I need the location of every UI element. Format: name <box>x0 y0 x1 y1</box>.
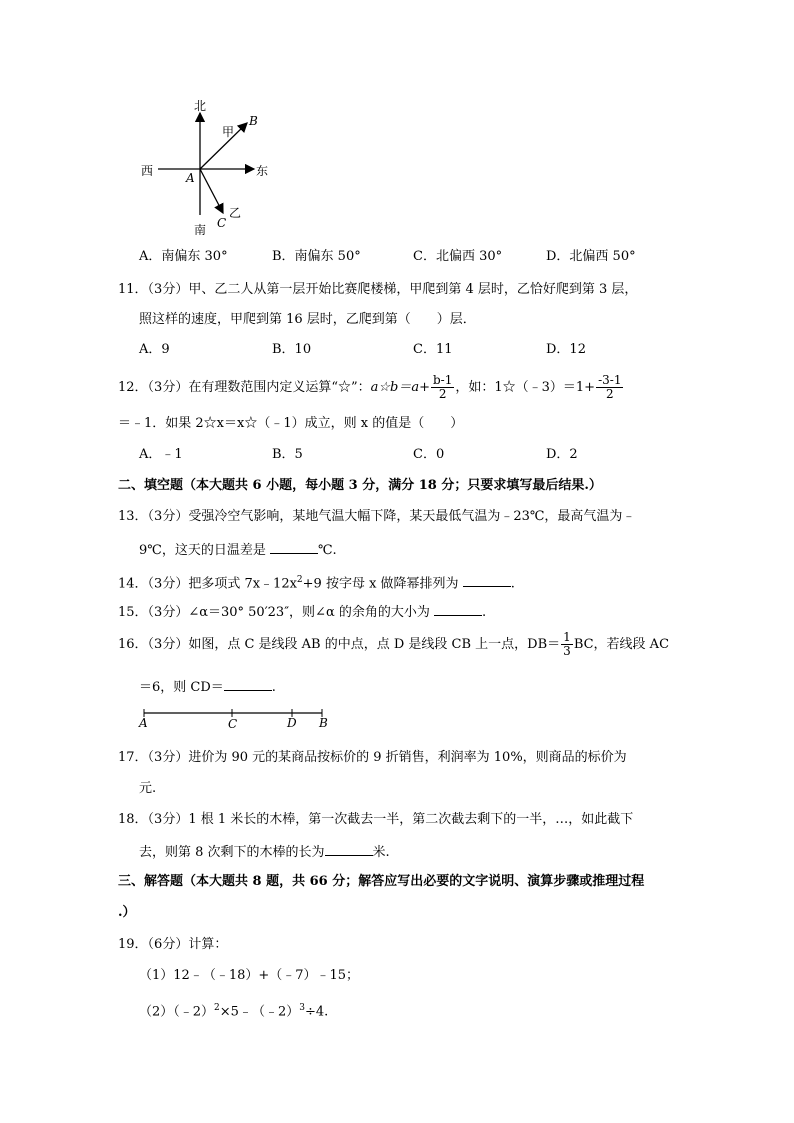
q15-line <box>118 603 486 621</box>
fraction-denominator: 3 <box>563 644 571 658</box>
q12-line2: ＝﹣1．如果 2☆x＝x☆（﹣1）成立，则 x 的值是（ ） <box>118 416 464 431</box>
q14-exponent: 2 <box>296 575 303 585</box>
fraction-numerator: -3-1 <box>598 373 622 387</box>
q11-option-d: D．12 <box>546 342 586 357</box>
label-C: C <box>217 216 227 230</box>
q16-text-c: ＝6，则 CD＝ <box>139 680 224 695</box>
q12-line1 <box>118 373 624 403</box>
q16-text-a: 16．（3分）如图，点 C 是线段 AB 的中点，点 D 是线段 CB 上一点，DB＝ <box>118 637 561 652</box>
label-B: B <box>249 114 258 128</box>
q12-fraction-2 <box>596 374 623 401</box>
q11-option-a: A．9 <box>139 342 170 357</box>
label-west: 西 <box>141 164 154 178</box>
q18-line1: 18．（3分）1 根 1 米长的木棒，第一次截去一半，第二次截去剩下的一半，…，如此截下 <box>118 812 634 827</box>
fraction-numerator: b-1 <box>432 373 453 387</box>
q18-answer-blank[interactable] <box>325 843 373 856</box>
q12-example: ，如：1☆（﹣3）＝1+ <box>455 380 596 395</box>
q10-option-c: C．北偏西 30° <box>413 249 503 264</box>
segment-label-A: A <box>139 716 148 730</box>
ray-yi <box>200 169 223 213</box>
q16-answer-blank[interactable] <box>224 678 272 691</box>
q12-option-b: B．5 <box>272 447 303 462</box>
q19-exponent-2: 3 <box>299 1003 305 1013</box>
q16-line1 <box>118 630 669 660</box>
fraction-numerator: 1 <box>563 630 571 644</box>
q14-end: . <box>510 576 515 592</box>
segment-label-C: C <box>228 717 238 731</box>
compass-diagram <box>130 95 270 240</box>
q12-option-d: D．2 <box>546 447 578 462</box>
label-east: 东 <box>256 164 269 178</box>
label-jia: 甲 <box>222 125 235 139</box>
q13-answer-blank[interactable] <box>270 541 318 554</box>
segment-label-D: D <box>287 716 297 730</box>
q15-text: 15．（3分）∠α＝30° 50′23″，则∠α 的余角的大小为 <box>118 605 434 620</box>
q17-line1: 17．（3分）进价为 90 元的某商品按标价的 9 折销售，利润率为 10%，则商品的标价为 <box>118 750 627 765</box>
q11-line1: 11．（3分）甲、乙二人从第一层开始比赛爬楼梯，甲爬到第 4 层时，乙恰好爬到第 3 层， <box>118 282 638 297</box>
section3-title-line2: .） <box>118 905 136 920</box>
q16-text-b: BC，若线段 AC <box>573 637 670 652</box>
label-north: 北 <box>194 99 207 113</box>
q14-text-a: 14．（3分）把多项式 7x﹣12x <box>118 576 297 592</box>
q12-option-a: A．﹣1 <box>139 447 183 462</box>
q10-option-d: D．北偏西 50° <box>546 249 636 264</box>
q13-unit: ℃. <box>317 543 337 558</box>
q19-part2-c: ÷4. <box>304 1004 329 1020</box>
fraction-denominator: 2 <box>438 387 447 401</box>
q15-end: . <box>482 605 487 620</box>
q19-part1: （1）12﹣（﹣18）+（﹣7）﹣15； <box>139 968 360 983</box>
q13-text: 9℃，这天的日温差是 <box>139 543 270 558</box>
section3-title-line1: 三、解答题（本大题共 8 题，共 66 分；解答应写出必要的文字说明、演算步骤或推理过程 <box>118 874 645 889</box>
q12-option-c: C．0 <box>413 447 445 462</box>
fraction-denominator: 2 <box>605 387 614 401</box>
label-A: A <box>186 171 195 185</box>
section2-title: 二、填空题（本大题共 6 小题，每小题 3 分，满分 18 分；只要求填写最后结果.） <box>118 478 602 493</box>
q19-title: 19．（6分）计算： <box>118 937 228 952</box>
q16-fraction <box>561 631 573 658</box>
q14-line <box>118 572 515 592</box>
q12-stem: 12．（3分）在有理数范围内定义运算“☆”： <box>118 380 371 395</box>
q19-exponent-1: 2 <box>214 1003 220 1013</box>
q10-option-a: A．南偏东 30° <box>139 249 228 264</box>
segment-diagram <box>136 703 336 733</box>
q13-line2 <box>139 541 337 559</box>
q19-part2 <box>139 1000 328 1020</box>
q19-part2-a: （2）（﹣2） <box>139 1004 215 1020</box>
q11-line2: 照这样的速度，甲爬到第 16 层时，乙爬到第（ ）层． <box>139 312 476 327</box>
label-south: 南 <box>194 223 207 237</box>
q18-line2 <box>139 843 390 861</box>
q16-line2 <box>139 678 276 696</box>
segment-label-B: B <box>319 716 328 730</box>
label-yi: 乙 <box>229 206 242 220</box>
q14-answer-blank[interactable] <box>463 574 511 587</box>
q18-unit: 米. <box>372 845 390 860</box>
q17-line2: 元. <box>139 781 157 796</box>
q18-text: 去，则第 8 次剩下的木棒的长为 <box>139 845 325 860</box>
q14-text-b: +9 按字母 x 做降幂排列为 <box>302 576 463 592</box>
q12-fraction-1 <box>431 374 454 401</box>
q16-end: . <box>271 680 276 695</box>
q11-option-c: C．11 <box>413 342 453 357</box>
q12-operation: a☆b＝a+ <box>370 380 430 395</box>
q15-answer-blank[interactable] <box>434 603 482 616</box>
q19-part2-b: ×5﹣（﹣2） <box>219 1004 300 1020</box>
q11-option-b: B．10 <box>272 342 312 357</box>
q13-line1: 13．（3分）受强冷空气影响，某地气温大幅下降，某天最低气温为﹣23℃，最高气温为﹣ <box>118 509 636 524</box>
q10-option-b: B．南偏东 50° <box>272 249 361 264</box>
